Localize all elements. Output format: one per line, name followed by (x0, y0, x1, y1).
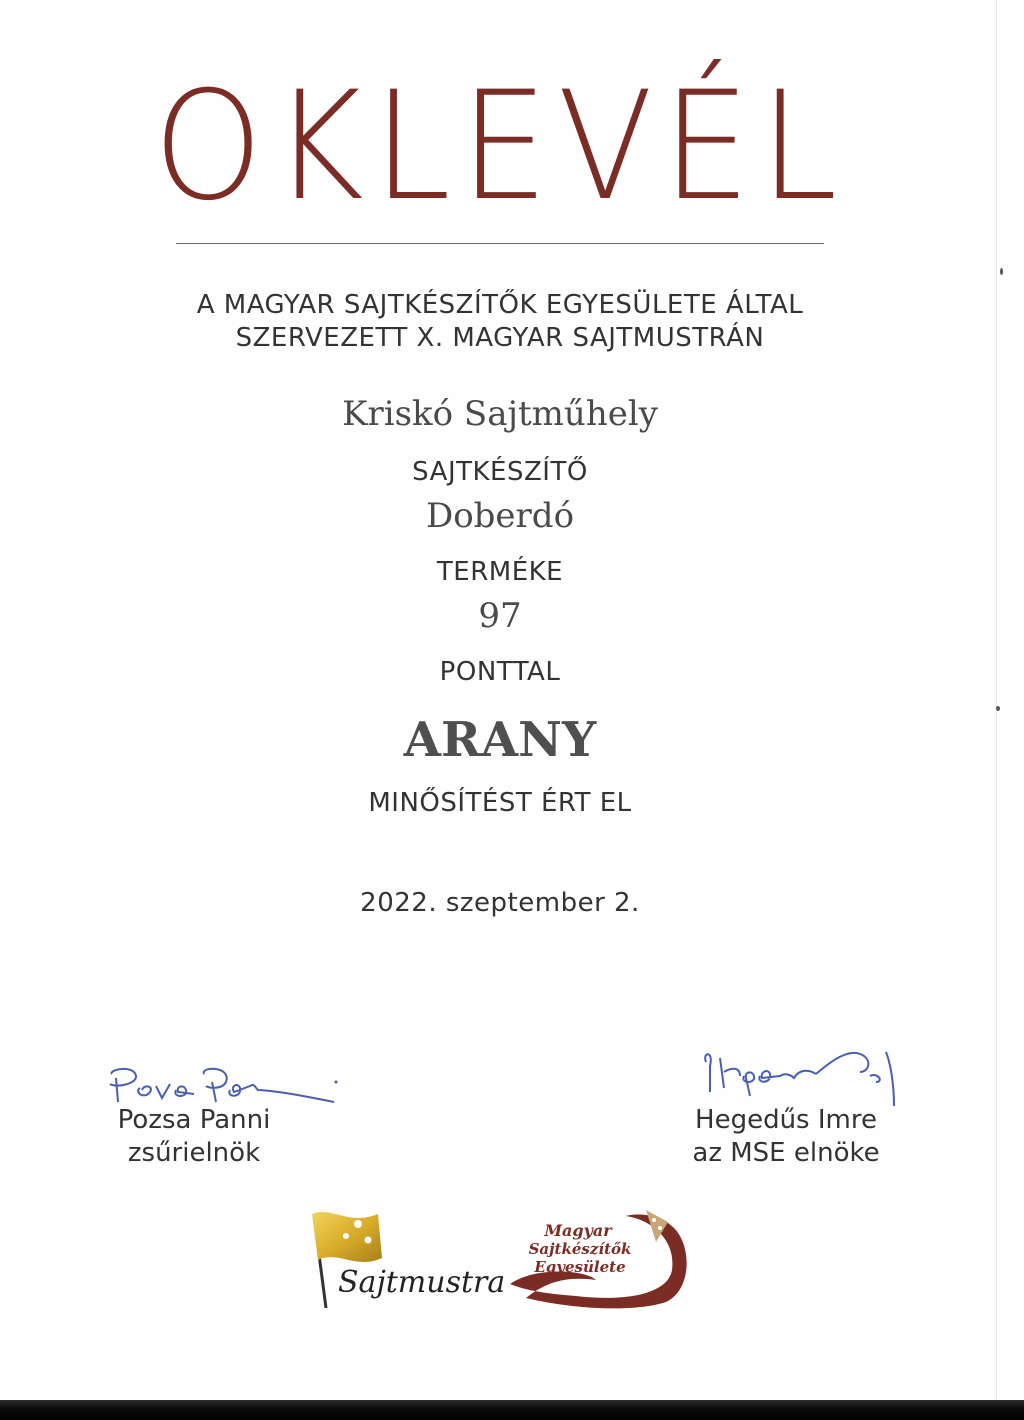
mse-logo-line3: Egyesülete (534, 1258, 626, 1276)
points-caption: PONTTAL (439, 657, 561, 687)
title-divider (176, 243, 824, 244)
points-value: 97 (478, 596, 522, 636)
left-signer-role: zsűrielnök (127, 1138, 261, 1168)
mse-logo-line1: Magyar (544, 1221, 612, 1240)
left-signer-name: Pozsa Panni (117, 1105, 271, 1135)
award-date: 2022. szeptember 2. (360, 888, 640, 918)
scan-edge (996, 0, 997, 1400)
mse-logo-icon (506, 1206, 692, 1314)
right-signer-role: az MSE elnöke (692, 1138, 880, 1168)
sajtmustra-logo-text: Sajtmustra (338, 1265, 506, 1300)
rating-caption: MINŐSÍTÉST ÉRT EL (368, 788, 632, 818)
diploma-title: OKLEVÉL (153, 60, 847, 234)
subtitle-line-2: SZERVEZETT X. MAGYAR SAJTMUSTRÁN (235, 323, 765, 353)
producer-caption: SAJTKÉSZÍTŐ (412, 457, 588, 487)
right-signer-name: Hegedűs Imre (695, 1105, 877, 1135)
rating-value: ARANY (403, 712, 597, 768)
sajtmustra-logo-icon (308, 1206, 506, 1312)
subtitle-line-1: A MAGYAR SAJTKÉSZÍTŐK EGYESÜLETE ÁLTAL (196, 290, 804, 320)
scan-bottom-edge (0, 1400, 1024, 1420)
signature-right-icon (700, 1042, 910, 1112)
scan-speck (996, 706, 1000, 711)
scan-speck (1000, 268, 1003, 275)
producer-name: Kriskó Sajtműhely (342, 394, 658, 434)
product-caption: TERMÉKE (436, 557, 564, 587)
product-name: Doberdó (425, 496, 575, 536)
mse-logo-line2: Sajtkészítők (528, 1240, 632, 1258)
